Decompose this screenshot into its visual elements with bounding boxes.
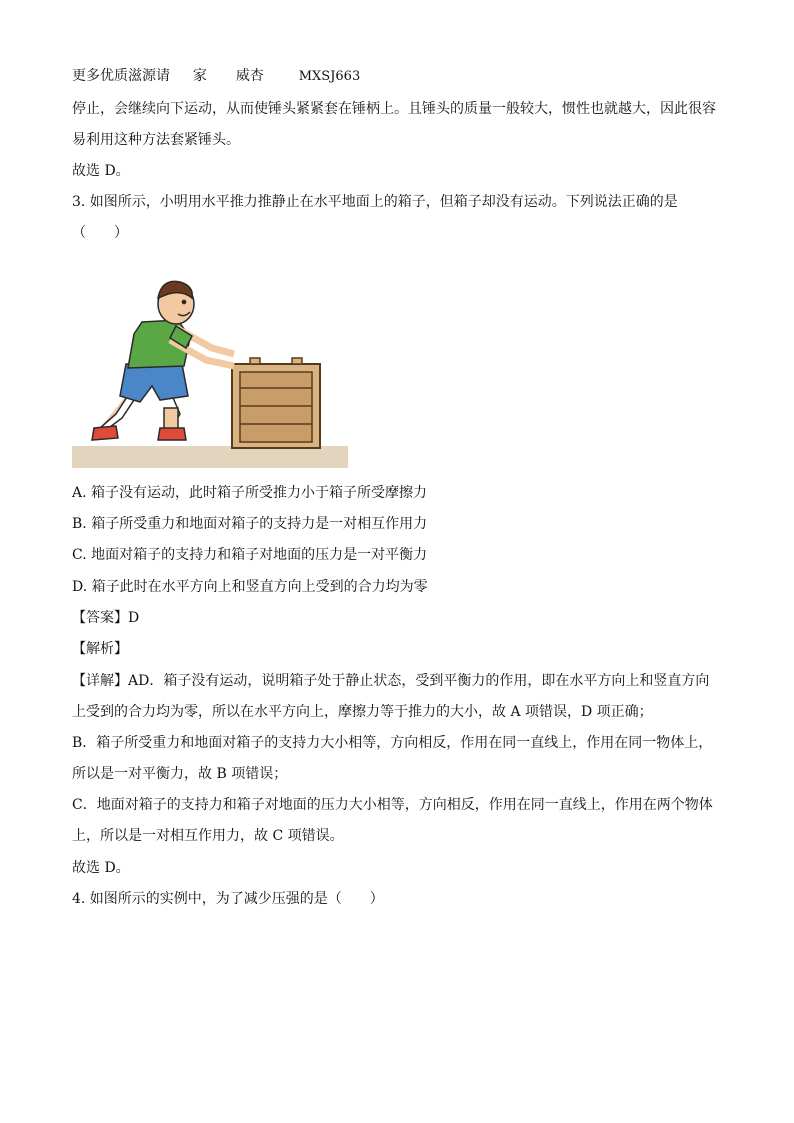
header-text-3: 威杏 — [235, 68, 264, 84]
detail-line-5: C．地面对箱子的支持力和箱子对地面的压力大小相等，方向相反，作用在同一直线上，作用在两个物体 — [72, 797, 713, 813]
q3-stem-line-1: 3. 如图所示，小明用水平推力推静止在水平地面上的箱子，但箱子却没有运动。下列说法正确的是 — [72, 194, 678, 210]
option-c: C. 地面对箱子的支持力和箱子对地面的压力是一对平衡力 — [72, 547, 428, 563]
prev-text-line-2: 易利用这种方法套紧锤头。 — [72, 132, 240, 148]
answer-label: 【答案】D — [72, 610, 140, 626]
analysis-title: 【解析】 — [72, 641, 128, 657]
header-code: MXSJ663 — [298, 69, 361, 84]
detail-line-3: B．箱子所受重力和地面对箱子的支持力大小相等，方向相反，作用在同一直线上，作用在同一物体上， — [72, 735, 713, 751]
option-a: A. 箱子没有运动，此时箱子所受推力小于箱子所受摩擦力 — [72, 485, 428, 501]
option-b: B. 箱子所受重力和地面对箱子的支持力是一对相互作用力 — [72, 516, 428, 532]
header-text-1: 更多优质滋源请 — [72, 68, 170, 84]
q3-select: 故选 D。 — [72, 860, 130, 876]
header-text-2: 家 — [192, 68, 207, 84]
detail-line-1: 【详解】AD．箱子没有运动，说明箱子处于静止状态，受到平衡力的作用，即在水平方向上和竖直方向 — [72, 673, 710, 689]
detail-line-4: 所以是一对平衡力，故 B 项错误； — [72, 766, 288, 782]
ground — [72, 446, 348, 468]
q3-stem-line-2: （ ） — [72, 225, 128, 241]
boy — [92, 281, 234, 440]
option-d: D. 箱子此时在水平方向上和竖直方向上受到的合力均为零 — [72, 579, 428, 595]
detail-line-6: 上，所以是一对相互作用力，故 C 项错误。 — [72, 828, 344, 844]
prev-select: 故选 D。 — [72, 163, 130, 179]
q4-stem: 4. 如图所示的实例中，为了减少压强的是（ ） — [72, 891, 384, 907]
prev-text-line-1: 停止，会继续向下运动，从而使锤头紧紧套在锤柄上。且锤头的质量一般较大，惯性也就越大，因此很容 — [72, 101, 716, 117]
page-header — [72, 66, 360, 87]
boy-pushing-box-illustration — [72, 268, 348, 470]
box — [232, 358, 320, 448]
detail-line-2: 上受到的合力均为零，所以在水平方向上，摩擦力等于推力的大小，故 A 项错误，D 项正确； — [72, 704, 653, 720]
